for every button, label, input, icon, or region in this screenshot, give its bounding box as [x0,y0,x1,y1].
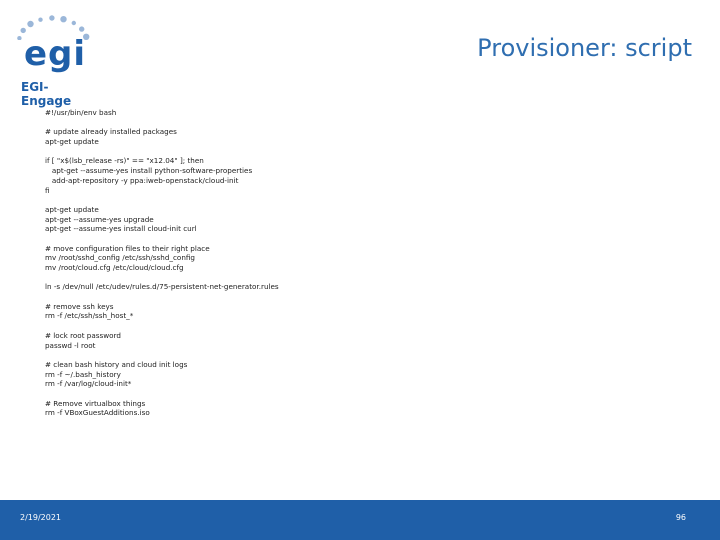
code-line: apt-get --assume-yes install python-software-properties [45,166,253,176]
code-blank-line [45,321,685,331]
code-line: add-apt-repository -y ppa:iweb-openstack/cloud-init [45,175,239,185]
code-line: rm -f ~/.bash_history [45,369,121,379]
code-blank-line [45,195,685,205]
footer-date: 2/19/2021 [20,513,62,522]
logo-dot [27,21,33,27]
code-blank-line [45,273,685,283]
code-line: fi [45,185,50,195]
code-line: mv /root/sshd_config /etc/ssh/sshd_config [45,253,195,263]
code-line: #!/usr/bin/env bash [45,108,117,117]
code-line: apt-get update [45,137,99,147]
logo-dot [17,36,21,40]
slide-title: Provisioner: script [477,34,692,62]
code-line: passwd -l root [45,340,96,350]
code-blank-line [45,389,685,399]
logo-dot [72,21,76,25]
logo-dot [49,15,54,20]
code-blank-line [45,234,685,244]
code-line: # update already installed packages [45,127,177,137]
logo-dot [60,16,66,22]
logo-dot [38,18,42,22]
code-line: if [ "x$(lsb_release -rs)" == "x12.04" ]; then [45,156,204,166]
code-blank-line [45,147,685,157]
code-blank-line [45,118,685,128]
logo-dot [21,28,26,33]
code-line: # lock root password [45,330,121,340]
code-line: ln -s /dev/null /etc/udev/rules.d/75-persistent-net-generator.rules [45,282,279,292]
code-line: mv /root/cloud.cfg /etc/cloud/cloud.cfg [45,263,184,272]
code-line: # Remove virtualbox things [45,398,146,408]
code-line: apt-get update [45,204,99,214]
footer-bar [0,500,720,540]
logo-subtitle: EGI-Engage [21,80,72,108]
code-line: apt-get --assume-yes install cloud-init curl [45,224,197,234]
egi-logo [8,10,98,108]
code-line: apt-get --assume-yes upgrade [45,214,154,224]
code-blank-line [45,292,685,302]
code-line: # move configuration files to their right place [45,243,210,253]
script-code-block [45,108,685,418]
logo-dot [79,26,84,31]
logo-wordmark: egi [24,34,87,74]
footer-page-number: 96 [675,513,686,522]
code-line: rm -f /var/log/cloud-init* [45,379,132,389]
code-line: rm -f /etc/ssh/ssh_host_* [45,311,134,321]
code-line: # clean bash history and cloud init logs [45,359,188,369]
code-line: # remove ssh keys [45,301,114,311]
code-line: rm -f VBoxGuestAdditions.iso [45,408,150,418]
code-blank-line [45,350,685,360]
